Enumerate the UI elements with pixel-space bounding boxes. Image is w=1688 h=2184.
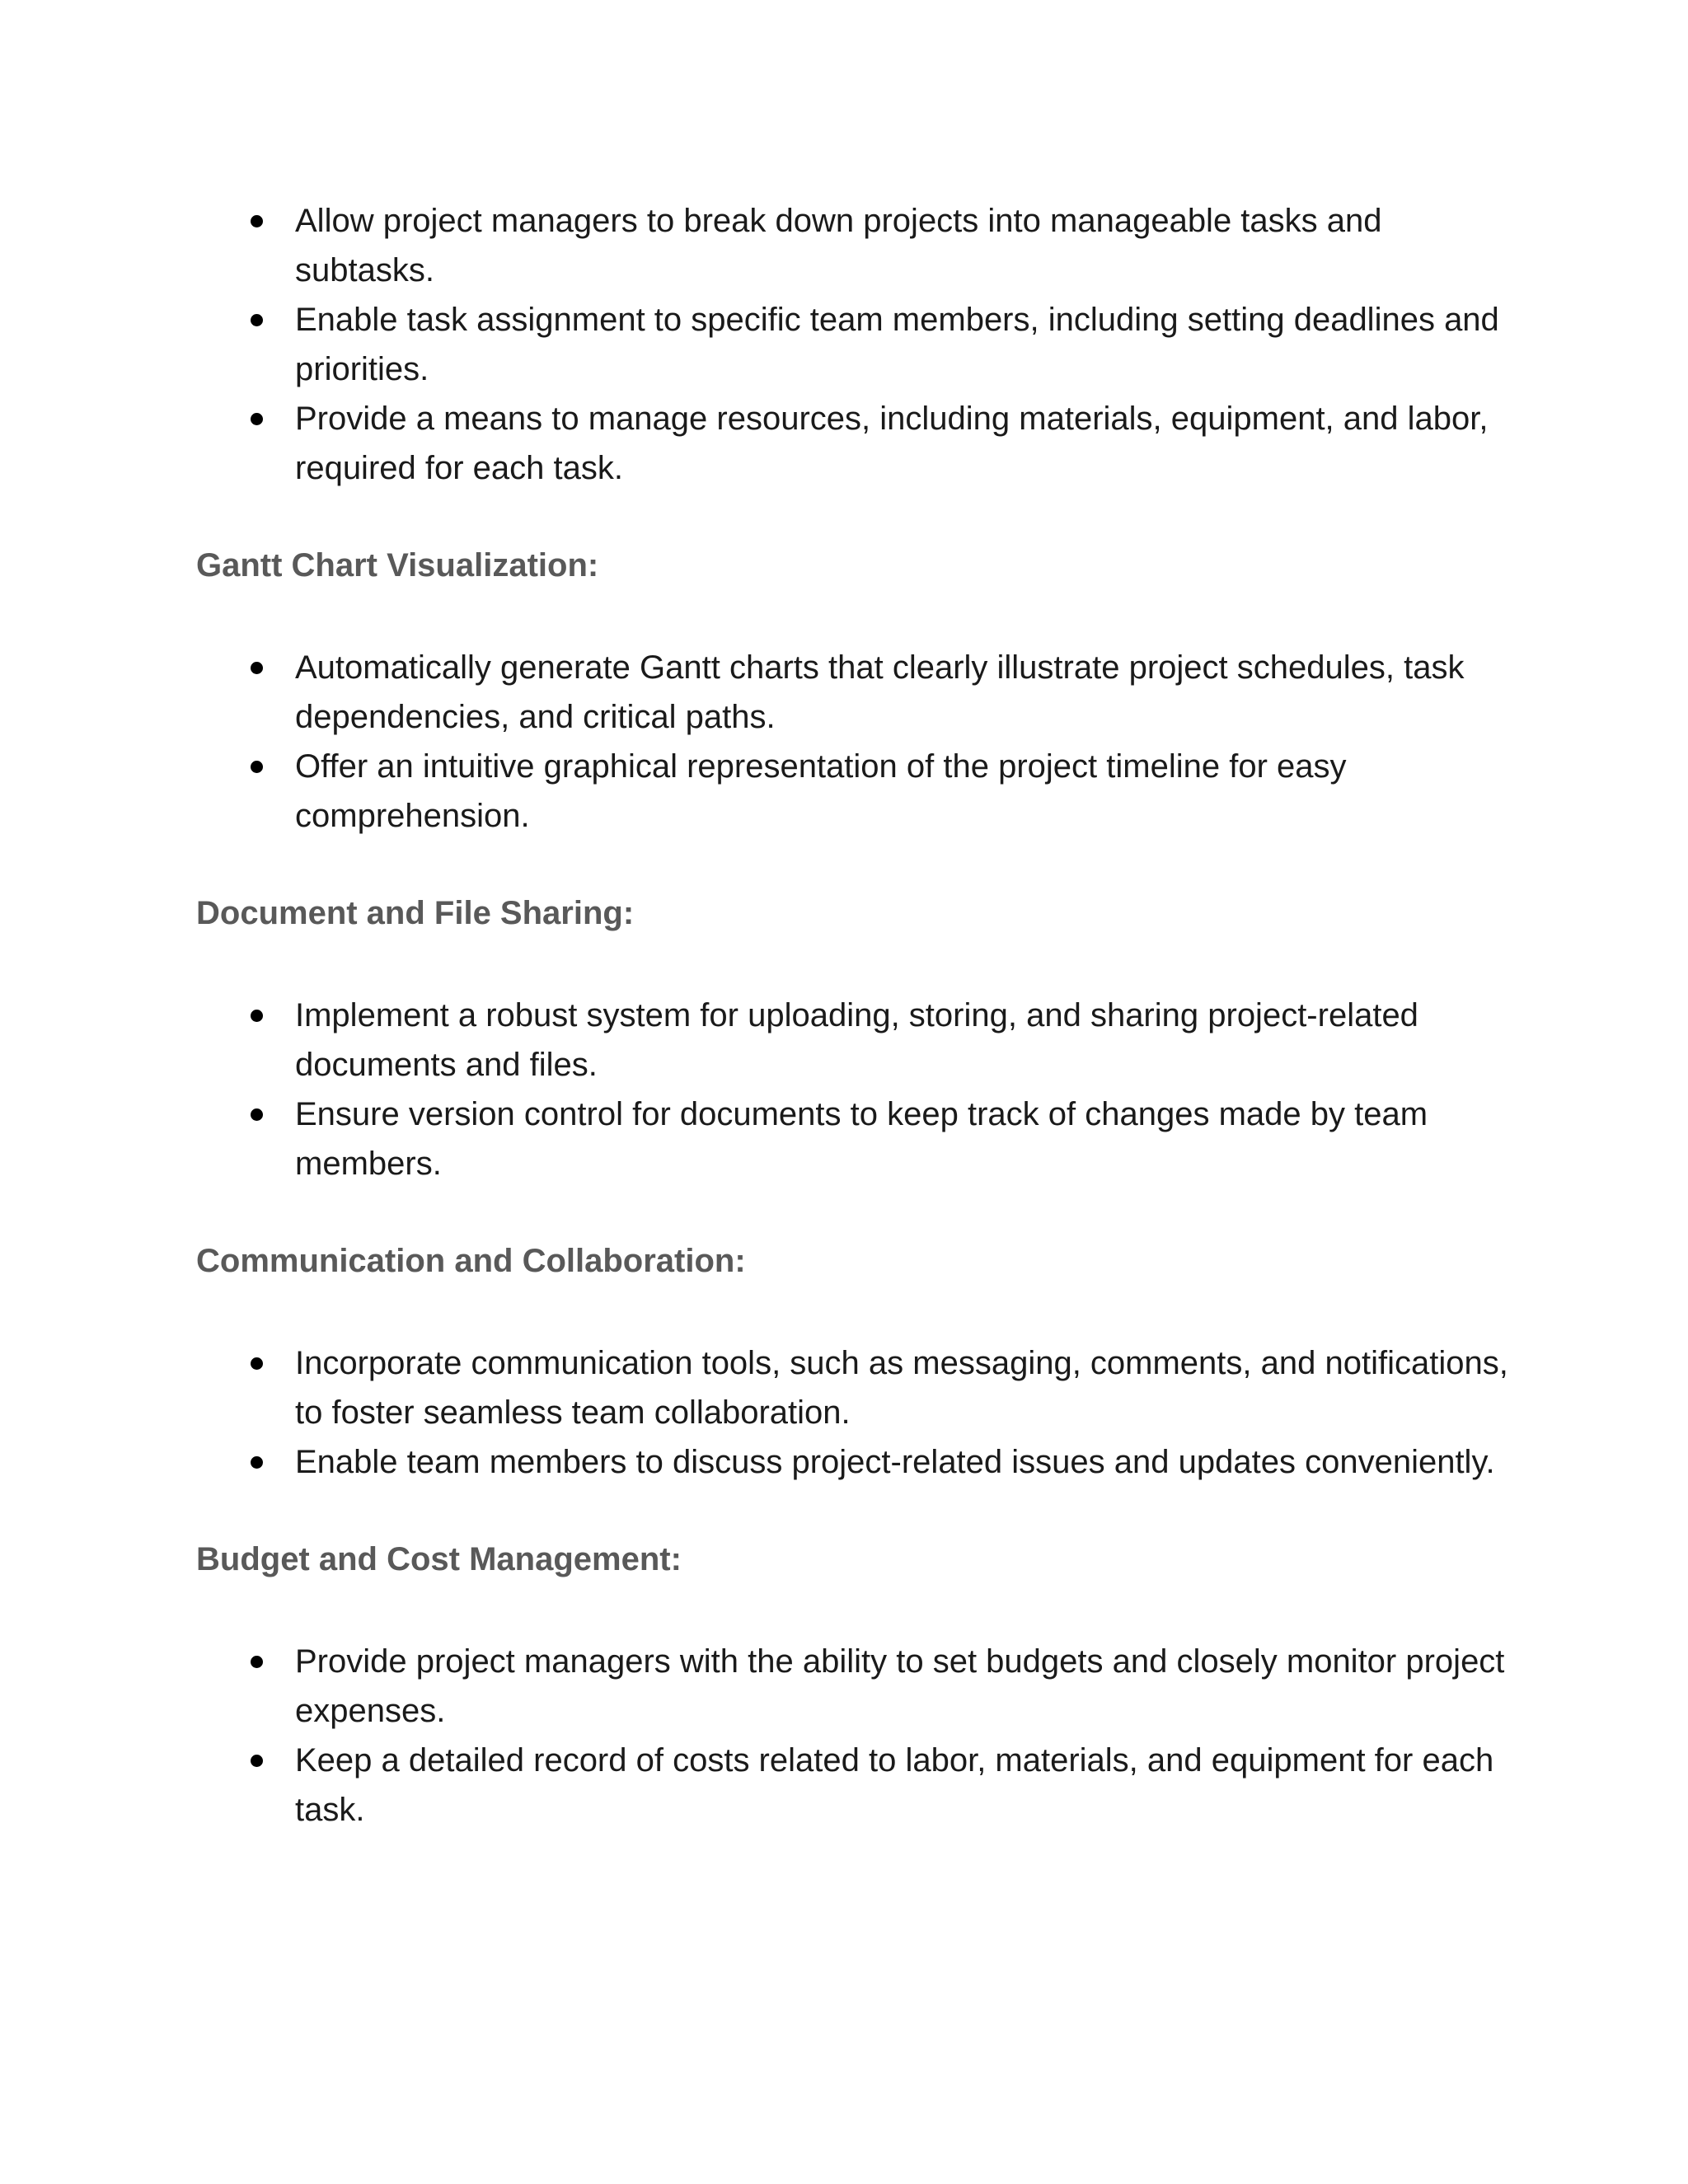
section-heading-communication: Communication and Collaboration: [196, 1243, 746, 1279]
list-item-text: Enable task assignment to specific team members, including setting deadlines and priorities. [295, 302, 1499, 387]
list-item-text: Keep a detailed record of costs related to labor, materials, and equipment for each task. [295, 1742, 1494, 1828]
communication-bullet-list [196, 1338, 1515, 1487]
section-heading-document-sharing: Document and File Sharing: [196, 895, 635, 931]
bullet-icon [251, 1755, 263, 1767]
list-item-text: Incorporate communication tools, such as messaging, comments, and notifications, to foster seamless team collaboration. [295, 1345, 1508, 1431]
bullet-icon [251, 761, 263, 773]
budget-bullet-list [196, 1637, 1515, 1835]
bullet-icon [251, 1456, 263, 1469]
list-item [196, 1090, 1515, 1188]
intro-bullet-list [196, 196, 1515, 493]
bullet-icon [251, 215, 263, 227]
list-item-text: Implement a robust system for uploading, storing, and sharing project-related documents and files. [295, 997, 1418, 1083]
list-item-text: Provide a means to manage resources, including materials, equipment, and labor, required for each task. [295, 401, 1489, 486]
list-item-text: Ensure version control for documents to keep track of changes made by team members. [295, 1096, 1428, 1182]
list-item-text: Provide project managers with the ability to set budgets and closely monitor project expenses. [295, 1643, 1505, 1729]
list-item [196, 991, 1515, 1090]
list-item [196, 196, 1515, 295]
list-item-text: Enable team members to discuss project-related issues and updates conveniently. [295, 1444, 1495, 1480]
list-item [196, 1437, 1515, 1487]
list-item [196, 643, 1515, 742]
list-item-text: Allow project managers to break down projects into manageable tasks and subtasks. [295, 203, 1382, 288]
list-item-text: Offer an intuitive graphical representation of the project timeline for easy comprehension. [295, 748, 1347, 834]
list-item [196, 1637, 1515, 1736]
list-item [196, 295, 1515, 394]
bullet-icon [251, 1108, 263, 1121]
bullet-icon [251, 1357, 263, 1370]
bullet-icon [251, 413, 263, 425]
bullet-icon [251, 662, 263, 674]
list-item [196, 1338, 1515, 1437]
section-heading-gantt: Gantt Chart Visualization: [196, 547, 599, 583]
bullet-icon [251, 314, 263, 326]
section-heading-budget: Budget and Cost Management: [196, 1541, 682, 1577]
list-item-text: Automatically generate Gantt charts that clearly illustrate project schedules, task dependencies, and critical paths. [295, 649, 1465, 735]
gantt-bullet-list [196, 643, 1515, 841]
list-item [196, 394, 1515, 493]
document-sharing-bullet-list [196, 991, 1515, 1188]
list-item [196, 1736, 1515, 1835]
list-item [196, 742, 1515, 841]
bullet-icon [251, 1010, 263, 1022]
bullet-icon [251, 1656, 263, 1668]
document-body [196, 196, 1515, 1835]
